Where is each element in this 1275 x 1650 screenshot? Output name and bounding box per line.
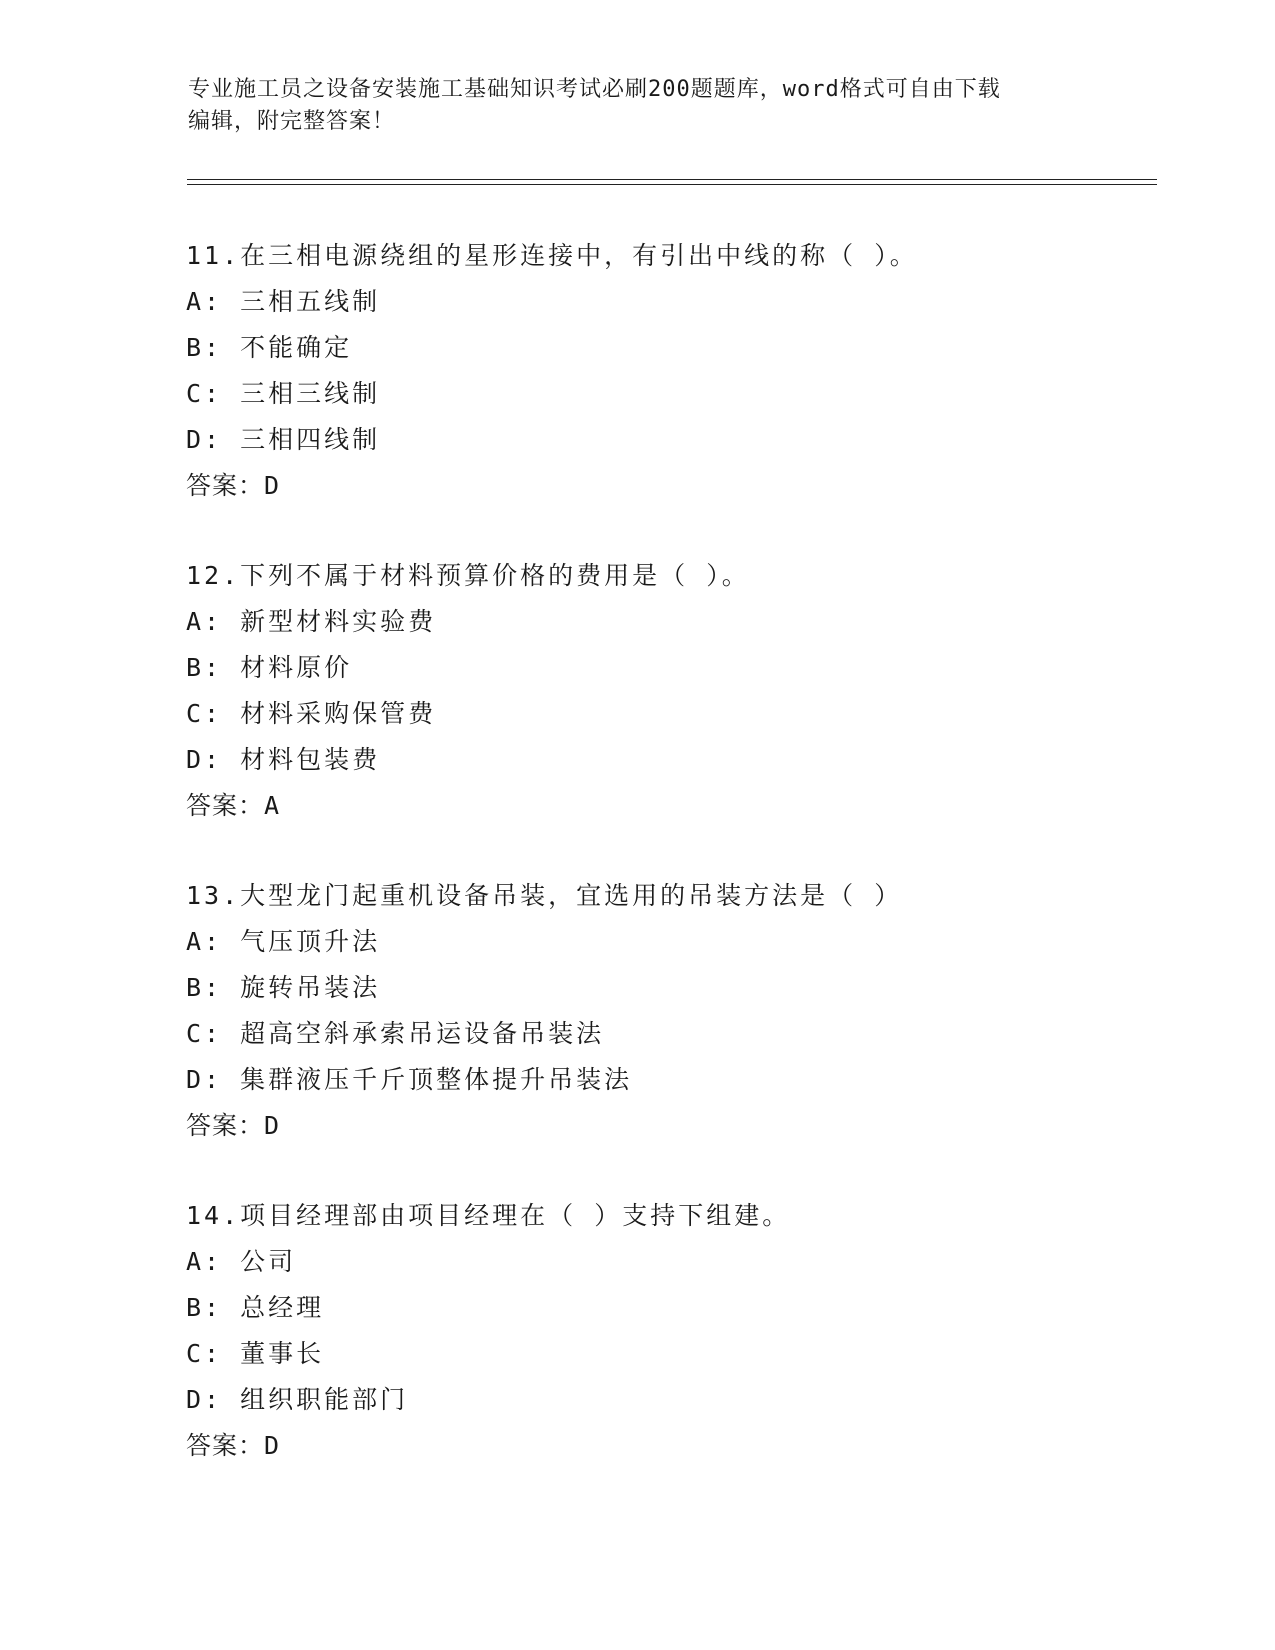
- answer-line: [186, 788, 280, 824]
- question-stem: 14.项目经理部由项目经理在（ ）支持下组建。: [186, 1201, 791, 1230]
- answer-line: [186, 1108, 280, 1144]
- answer-value: D: [264, 471, 281, 500]
- header-title-line-2: 编辑，附完整答案！: [188, 109, 396, 134]
- option-a: A: 公司: [186, 1247, 297, 1276]
- answer-value: A: [264, 791, 281, 820]
- option-c: C: 超高空斜承索吊运设备吊装法: [186, 1019, 605, 1048]
- option-b: B: 旋转吊装法: [186, 973, 381, 1002]
- answer-label: 答案：: [186, 791, 265, 820]
- answer-line: [186, 1428, 280, 1464]
- question-stem: 11.在三相电源绕组的星形连接中，有引出中线的称（ ）。: [186, 241, 918, 270]
- header-divider-top: [187, 179, 1157, 180]
- header-title-line-1: 专业施工员之设备安装施工基础知识考试必刷200题题库，word格式可自由下载: [188, 77, 1001, 102]
- option-a: A: 三相五线制: [186, 287, 381, 316]
- answer-label: 答案：: [186, 1431, 265, 1460]
- option-d: D: 材料包装费: [186, 745, 381, 774]
- option-c: C: 三相三线制: [186, 379, 381, 408]
- answer-label: 答案：: [186, 471, 265, 500]
- question-item: [186, 232, 1186, 552]
- option-a: A: 新型材料实验费: [186, 607, 437, 636]
- question-item: [186, 872, 1186, 1192]
- answer-value: D: [264, 1111, 281, 1140]
- question-stem: 12.下列不属于材料预算价格的费用是（ ）。: [186, 561, 750, 590]
- question-stem: 13.大型龙门起重机设备吊装，宜选用的吊装方法是（ ）: [186, 881, 903, 910]
- header-divider-bottom: [187, 184, 1157, 185]
- question-item: [186, 552, 1186, 872]
- document-header: [188, 74, 1088, 138]
- option-d: D: 组织职能部门: [186, 1385, 409, 1414]
- option-d: D: 集群液压千斤顶整体提升吊装法: [186, 1065, 633, 1094]
- option-c: C: 董事长: [186, 1339, 325, 1368]
- option-b: B: 总经理: [186, 1293, 325, 1322]
- answer-label: 答案：: [186, 1111, 265, 1140]
- option-b: B: 不能确定: [186, 333, 353, 362]
- option-d: D: 三相四线制: [186, 425, 381, 454]
- question-item: [186, 1192, 1186, 1512]
- question-list: [186, 232, 1186, 1512]
- option-b: B: 材料原价: [186, 653, 353, 682]
- option-c: C: 材料采购保管费: [186, 699, 437, 728]
- option-a: A: 气压顶升法: [186, 927, 381, 956]
- answer-line: [186, 468, 280, 504]
- answer-value: D: [264, 1431, 281, 1460]
